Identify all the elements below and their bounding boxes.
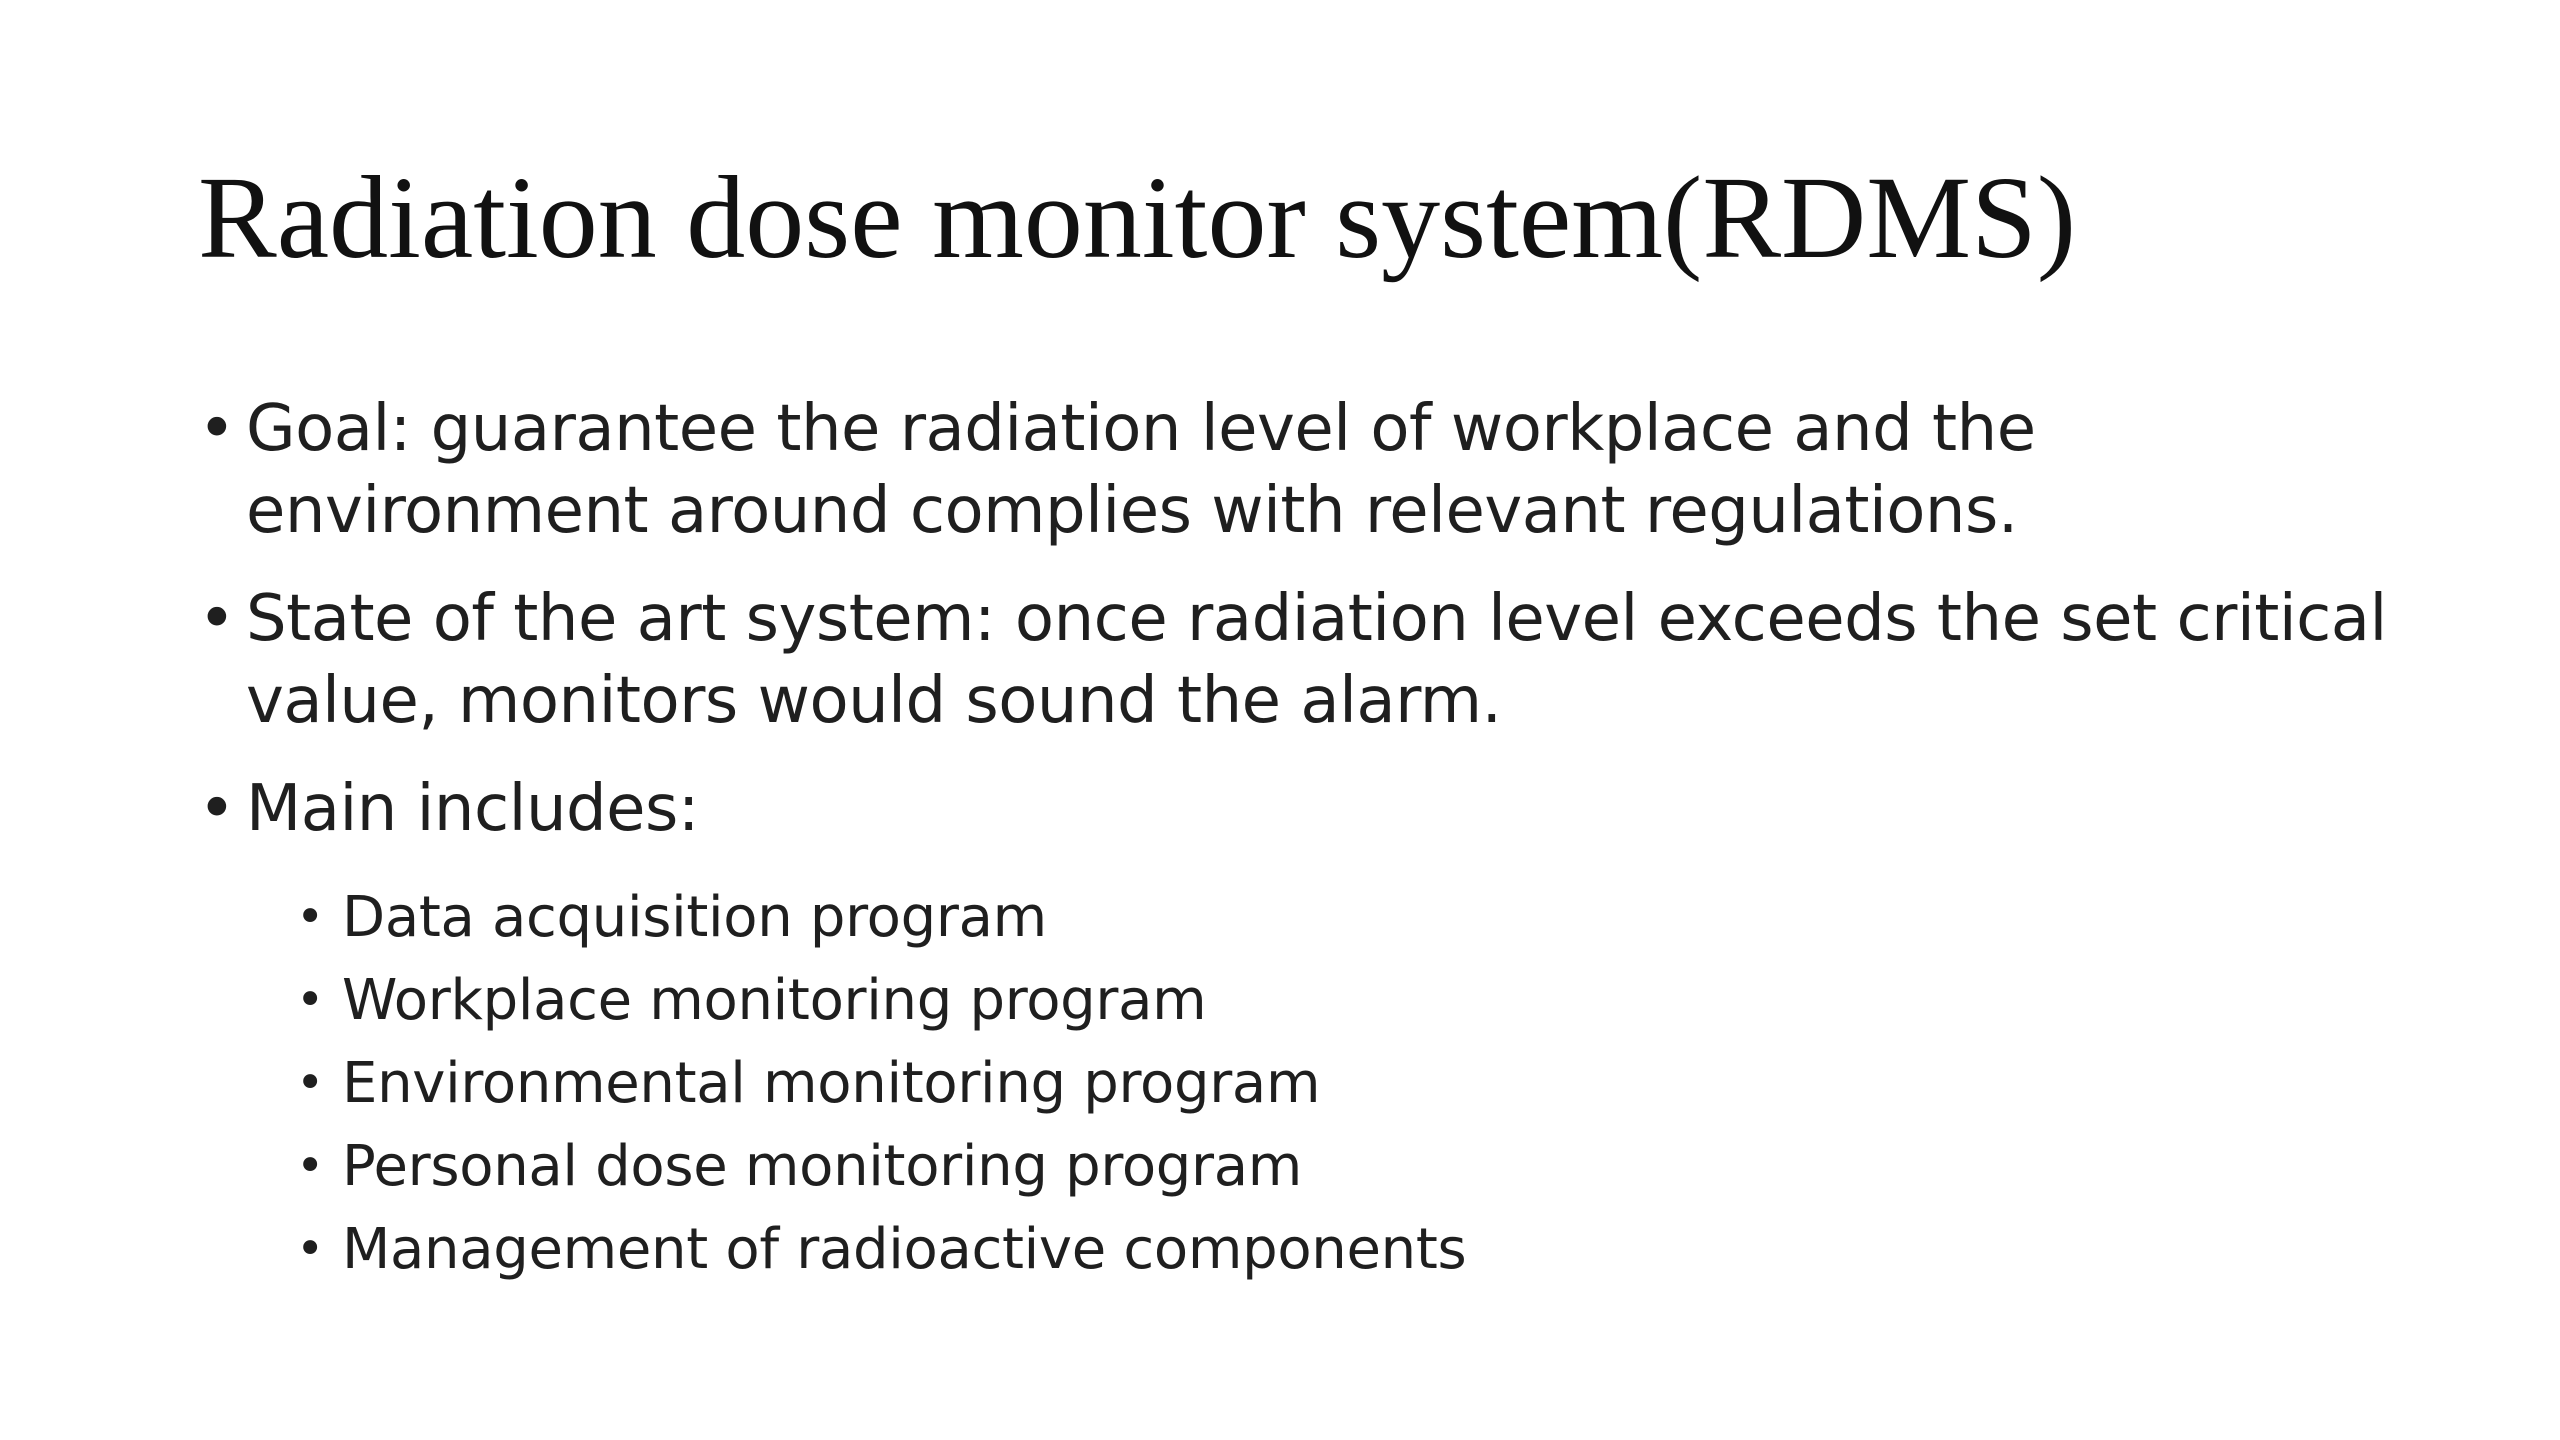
- sub-bullet-text: Personal dose monitoring program: [342, 1134, 1303, 1199]
- sub-bullet-list: [198, 876, 2448, 1291]
- slide-content: [198, 388, 2448, 1291]
- sub-bullet-item: [296, 1042, 2448, 1125]
- bullet-main-includes: [198, 768, 2448, 850]
- sub-bullet-item: [296, 959, 2448, 1042]
- bullet-dot-icon: •: [198, 772, 236, 846]
- sub-bullet-item: [296, 1125, 2448, 1208]
- bullet-text: Main includes:: [246, 772, 699, 846]
- bullet-state-of-the-art: [198, 578, 2448, 742]
- bullet-text: Goal: guarantee the radiation level of workplace and the environment around complies with relevant regulations.: [246, 392, 2036, 548]
- sub-bullet-item: [296, 876, 2448, 959]
- sub-bullet-text: Data acquisition program: [342, 885, 1047, 950]
- bullet-goal: [198, 388, 2448, 552]
- sub-bullet-dot-icon: •: [296, 972, 325, 1028]
- sub-bullet-text: Environmental monitoring program: [342, 1051, 1321, 1116]
- sub-bullet-dot-icon: •: [296, 1221, 325, 1277]
- bullet-text: State of the art system: once radiation level exceeds the set critical value, monitors would sound the alarm.: [246, 582, 2387, 738]
- sub-bullet-text: Workplace monitoring program: [342, 968, 1207, 1033]
- sub-bullet-text: Management of radioactive components: [342, 1217, 1467, 1282]
- sub-bullet-dot-icon: •: [296, 889, 325, 945]
- sub-bullet-dot-icon: •: [296, 1055, 325, 1111]
- bullet-dot-icon: •: [198, 392, 236, 466]
- slide-title: Radiation dose monitor system(RDMS): [198, 152, 2077, 283]
- bullet-dot-icon: •: [198, 582, 236, 656]
- sub-bullet-dot-icon: •: [296, 1138, 325, 1194]
- sub-bullet-item: [296, 1208, 2448, 1291]
